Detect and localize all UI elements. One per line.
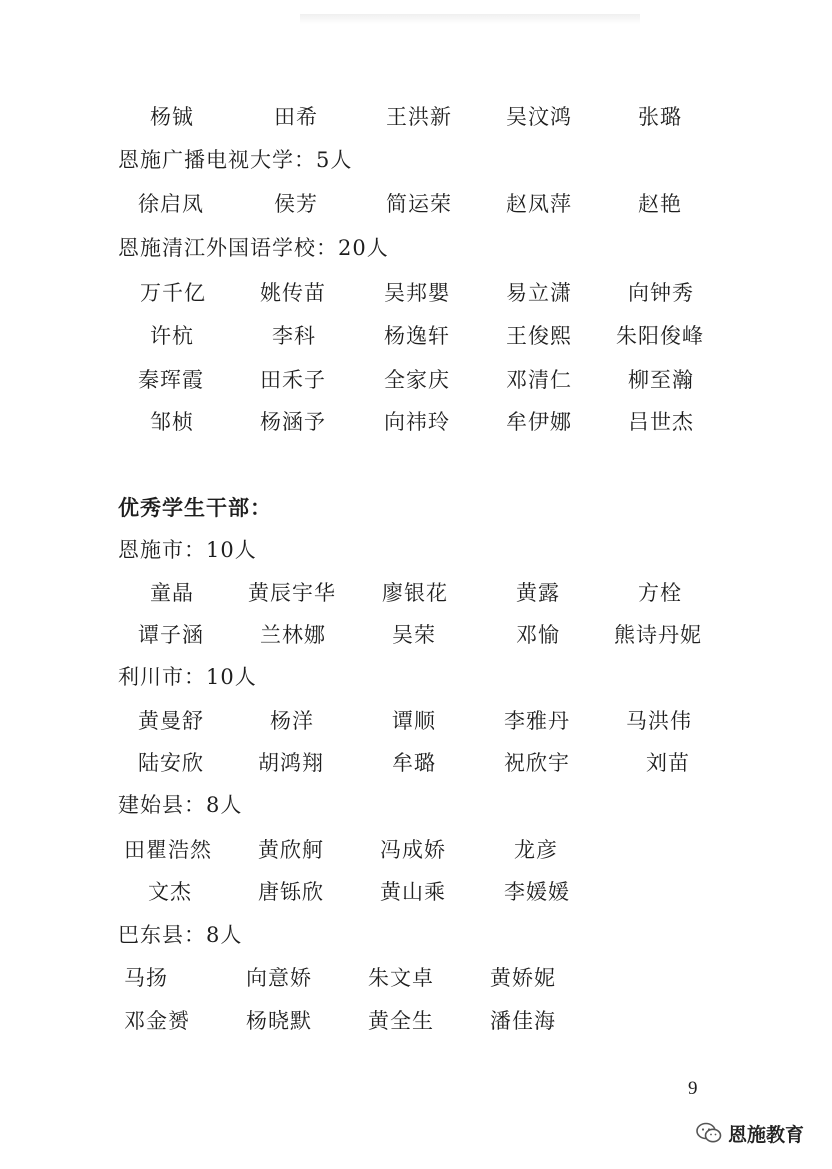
name-cell: 黄辰宇华 — [248, 581, 336, 605]
name-cell: 张璐 — [638, 105, 682, 129]
section-heading: 建始县：8人 — [118, 793, 243, 817]
name-cell: 向钟秀 — [628, 281, 694, 305]
name-cell: 陆安欣 — [138, 751, 204, 775]
section-heading: 利川市：10人 — [118, 665, 257, 689]
watermark-text: 恩施教育 — [728, 1123, 805, 1146]
name-cell: 廖银花 — [382, 581, 448, 605]
name-cell: 黄露 — [516, 581, 560, 605]
name-cell: 杨晓默 — [246, 1009, 312, 1033]
name-cell: 向祎玲 — [384, 410, 450, 434]
name-cell: 黄娇妮 — [490, 966, 556, 990]
name-cell: 赵凤萍 — [506, 192, 572, 216]
name-cell: 田瞿浩然 — [124, 838, 212, 862]
name-cell: 谭子涵 — [138, 623, 204, 647]
name-cell: 朱文卓 — [368, 966, 434, 990]
scan-artifact — [300, 14, 640, 24]
name-cell: 李雅丹 — [504, 709, 570, 733]
name-cell: 杨铖 — [150, 105, 194, 129]
name-cell: 唐铄欣 — [258, 880, 324, 904]
name-cell: 牟璐 — [392, 751, 436, 775]
name-cell: 田希 — [274, 105, 318, 129]
name-cell: 文杰 — [148, 880, 192, 904]
name-cell: 黄欣舸 — [258, 838, 324, 862]
name-cell: 刘苗 — [646, 751, 690, 775]
name-cell: 王洪新 — [386, 105, 452, 129]
name-cell: 朱阳俊峰 — [616, 324, 704, 348]
wechat-icon — [696, 1122, 722, 1144]
name-cell: 简运荣 — [386, 192, 452, 216]
name-cell: 向意娇 — [246, 966, 312, 990]
name-cell: 姚传苗 — [260, 281, 326, 305]
name-cell: 杨涵予 — [260, 410, 326, 434]
name-cell: 黄全生 — [368, 1009, 434, 1033]
name-cell: 万千亿 — [140, 281, 206, 305]
name-cell: 牟伊娜 — [506, 410, 572, 434]
name-cell: 胡鸿翔 — [258, 751, 324, 775]
name-cell: 吕世杰 — [628, 410, 694, 434]
section-heading: 巴东县：8人 — [118, 923, 243, 947]
name-cell: 易立潇 — [506, 281, 572, 305]
name-cell: 许杭 — [150, 324, 194, 348]
name-cell: 冯成娇 — [380, 838, 446, 862]
name-cell: 谭顺 — [392, 709, 436, 733]
name-cell: 杨洋 — [270, 709, 314, 733]
name-cell: 吴汶鸿 — [506, 105, 572, 129]
name-cell: 祝欣宇 — [504, 751, 570, 775]
name-cell: 徐启凤 — [138, 192, 204, 216]
name-cell: 赵艳 — [638, 192, 682, 216]
name-cell: 潘佳海 — [490, 1009, 556, 1033]
name-cell: 李媛媛 — [504, 880, 570, 904]
name-cell: 杨逸轩 — [384, 324, 450, 348]
category-heading: 优秀学生干部： — [118, 495, 272, 520]
watermark — [696, 1118, 804, 1148]
name-cell: 吴荣 — [392, 623, 436, 647]
name-cell: 邓愉 — [516, 623, 560, 647]
name-cell: 邹桢 — [150, 410, 194, 434]
name-cell: 龙彦 — [514, 838, 558, 862]
name-cell: 李科 — [272, 324, 316, 348]
name-cell: 黄曼舒 — [138, 709, 204, 733]
name-cell: 熊诗丹妮 — [614, 623, 702, 647]
name-cell: 柳至瀚 — [628, 368, 694, 392]
name-cell: 兰林娜 — [260, 623, 326, 647]
section-heading: 恩施市：10人 — [118, 538, 257, 562]
name-cell: 马扬 — [124, 966, 168, 990]
name-cell: 王俊熙 — [506, 324, 572, 348]
name-cell: 马洪伟 — [626, 709, 692, 733]
name-cell: 黄山乘 — [380, 880, 446, 904]
name-cell: 秦珲霞 — [138, 368, 204, 392]
name-cell: 吴邦嬰 — [384, 281, 450, 305]
name-cell: 邓金赟 — [124, 1009, 190, 1033]
name-cell: 童晶 — [150, 581, 194, 605]
name-cell: 方栓 — [638, 581, 682, 605]
page-number: 9 — [688, 1078, 698, 1099]
name-cell: 全家庆 — [384, 368, 450, 392]
name-cell: 侯芳 — [274, 192, 318, 216]
section-heading: 恩施清江外国语学校：20人 — [118, 236, 389, 260]
section-heading: 恩施广播电视大学：5人 — [118, 148, 353, 172]
name-cell: 田禾子 — [260, 368, 326, 392]
name-cell: 邓清仁 — [506, 368, 572, 392]
